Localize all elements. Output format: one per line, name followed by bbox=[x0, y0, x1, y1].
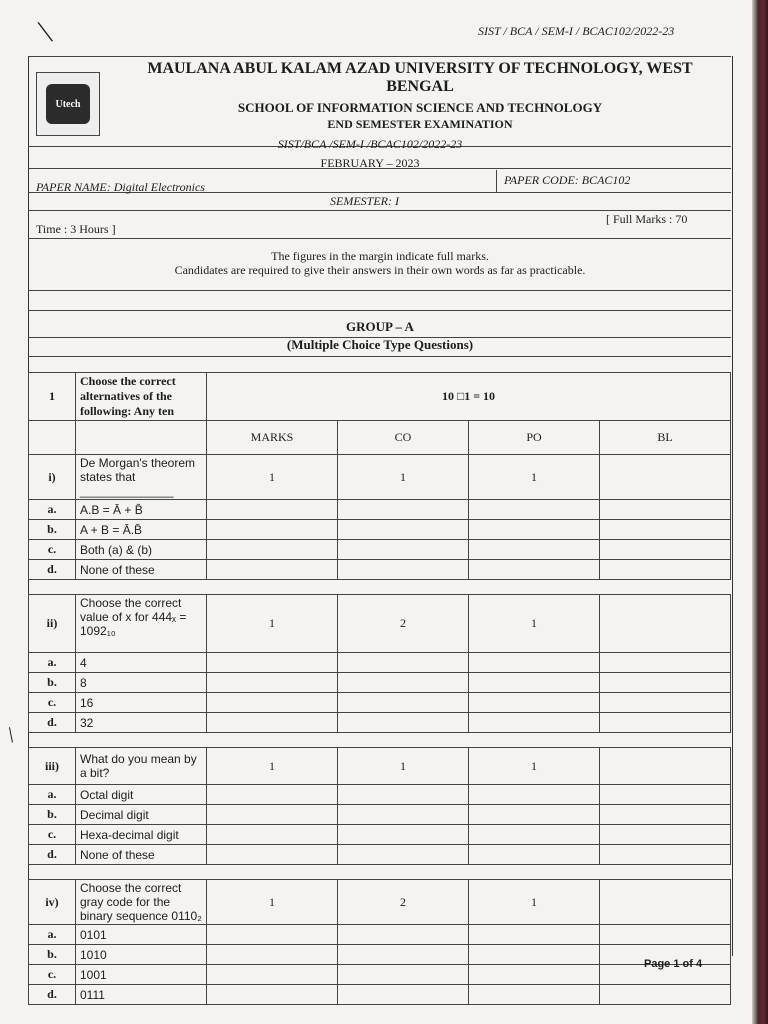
option-row: c. Hexa-decimal digit bbox=[29, 825, 731, 845]
school-name: SCHOOL OF INFORMATION SCIENCE AND TECHNOLOGY bbox=[237, 100, 603, 115]
instruction-line-1: The figures in the margin indicate full marks. bbox=[271, 249, 489, 263]
semester: SEMESTER: I bbox=[330, 194, 399, 208]
pen-mark-top: ╲ bbox=[38, 21, 53, 43]
option-text: 8 bbox=[76, 673, 207, 693]
option-text: None of these bbox=[76, 845, 207, 865]
option-text: None of these bbox=[76, 560, 207, 580]
logo-emblem-icon: Utech bbox=[46, 84, 90, 124]
option-row: d. None of these bbox=[29, 560, 731, 580]
rule bbox=[28, 56, 731, 57]
option-text: A.B = Ā + B̄ bbox=[76, 500, 207, 520]
option-text: 1010 bbox=[76, 945, 207, 965]
question-instruction: Choose the correct alternatives of the following: Any ten bbox=[76, 373, 207, 421]
option-text: 32 bbox=[76, 713, 207, 733]
table-row bbox=[29, 421, 731, 455]
question-row: iv) Choose the correct gray code for the binary sequence 0110₂ 1 2 1 bbox=[29, 880, 731, 925]
paper-name: PAPER NAME: Digital Electronics bbox=[36, 180, 205, 194]
question-text: Choose the correct gray code for the binary sequence 0110₂ bbox=[76, 880, 207, 925]
option-text: 1001 bbox=[76, 965, 207, 985]
rule bbox=[28, 356, 731, 357]
option-row: a. 4 bbox=[29, 653, 731, 673]
question-row: ii) Choose the correct value of x for 444ₓ = 1092₁₀ 1 2 1 bbox=[29, 595, 731, 653]
question-text: Choose the correct value of x for 444ₓ = 1092₁₀ bbox=[76, 595, 207, 653]
option-row: a. 0101 bbox=[29, 925, 731, 945]
option-text: 0101 bbox=[76, 925, 207, 945]
option-text: 16 bbox=[76, 693, 207, 713]
option-row: a. Octal digit bbox=[29, 785, 731, 805]
paper-reference-code: SIST/BCA /SEM-I /BCAC102/2022-23 bbox=[277, 137, 463, 151]
column-header-co: CO bbox=[338, 421, 469, 455]
option-text: Both (a) & (b) bbox=[76, 540, 207, 560]
pen-mark-margin: / bbox=[1, 722, 20, 747]
question-row: i) De Morgan's theorem states that ______________ 1 1 1 bbox=[29, 455, 731, 500]
option-row: c. Both (a) & (b) bbox=[29, 540, 731, 560]
question-text: De Morgan's theorem states that ______________ bbox=[76, 455, 207, 500]
option-row: d. 32 bbox=[29, 713, 731, 733]
option-row: b. A + B = Ā.B̄ bbox=[29, 520, 731, 540]
option-row: b. Decimal digit bbox=[29, 805, 731, 825]
question-number: 1 bbox=[29, 373, 76, 421]
option-row: c. 1001 bbox=[29, 965, 731, 985]
paper-code: PAPER CODE: BCAC102 bbox=[504, 173, 631, 187]
option-row: c. 16 bbox=[29, 693, 731, 713]
option-text: Octal digit bbox=[76, 785, 207, 805]
marks-summary: 10 □1 = 10 bbox=[207, 373, 731, 421]
column-header-marks: MARKS bbox=[207, 421, 338, 455]
rule bbox=[28, 290, 731, 291]
option-row: a. A.B = Ā + B̄ bbox=[29, 500, 731, 520]
question-table bbox=[28, 372, 731, 1005]
question-row: iii) What do you mean by a bit? 1 1 1 bbox=[29, 748, 731, 785]
group-subtitle: (Multiple Choice Type Questions) bbox=[286, 337, 474, 352]
option-row: d. 0111 bbox=[29, 985, 731, 1005]
option-text: Decimal digit bbox=[76, 805, 207, 825]
option-text: A + B = Ā.B̄ bbox=[76, 520, 207, 540]
table-row bbox=[29, 373, 731, 421]
rule bbox=[28, 238, 731, 239]
page-number: Page 1 of 4 bbox=[644, 958, 703, 970]
reference-code-top: SIST / BCA / SEM-I / BCAC102/2022-23 bbox=[478, 24, 675, 38]
option-row: b. 8 bbox=[29, 673, 731, 693]
university-logo bbox=[36, 72, 100, 136]
university-name: MAULANA ABUL KALAM AZAD UNIVERSITY OF TECHNOLOGY, WEST BENGAL bbox=[147, 60, 693, 95]
rule bbox=[28, 210, 731, 211]
exam-title: END SEMESTER EXAMINATION bbox=[327, 117, 513, 131]
page-edge-background bbox=[752, 0, 768, 1024]
option-text: 0111 bbox=[76, 985, 207, 1005]
option-row: b. 1010 bbox=[29, 945, 731, 965]
option-text: Hexa-decimal digit bbox=[76, 825, 207, 845]
option-row: d. None of these bbox=[29, 845, 731, 865]
rule bbox=[28, 310, 731, 311]
instruction-line-2: Candidates are required to give their answers in their own words as far as practicable. bbox=[174, 263, 586, 277]
question-text: What do you mean by a bit? bbox=[76, 748, 207, 785]
exam-month: FEBRUARY – 2023 bbox=[320, 156, 420, 170]
column-header-po: PO bbox=[469, 421, 600, 455]
time-allowed: Time : 3 Hours ] bbox=[36, 222, 116, 236]
option-text: 4 bbox=[76, 653, 207, 673]
divider bbox=[496, 170, 497, 192]
group-title: GROUP – A bbox=[346, 319, 414, 334]
column-header-bl: BL bbox=[600, 421, 731, 455]
full-marks: [ Full Marks : 70 bbox=[606, 212, 688, 226]
